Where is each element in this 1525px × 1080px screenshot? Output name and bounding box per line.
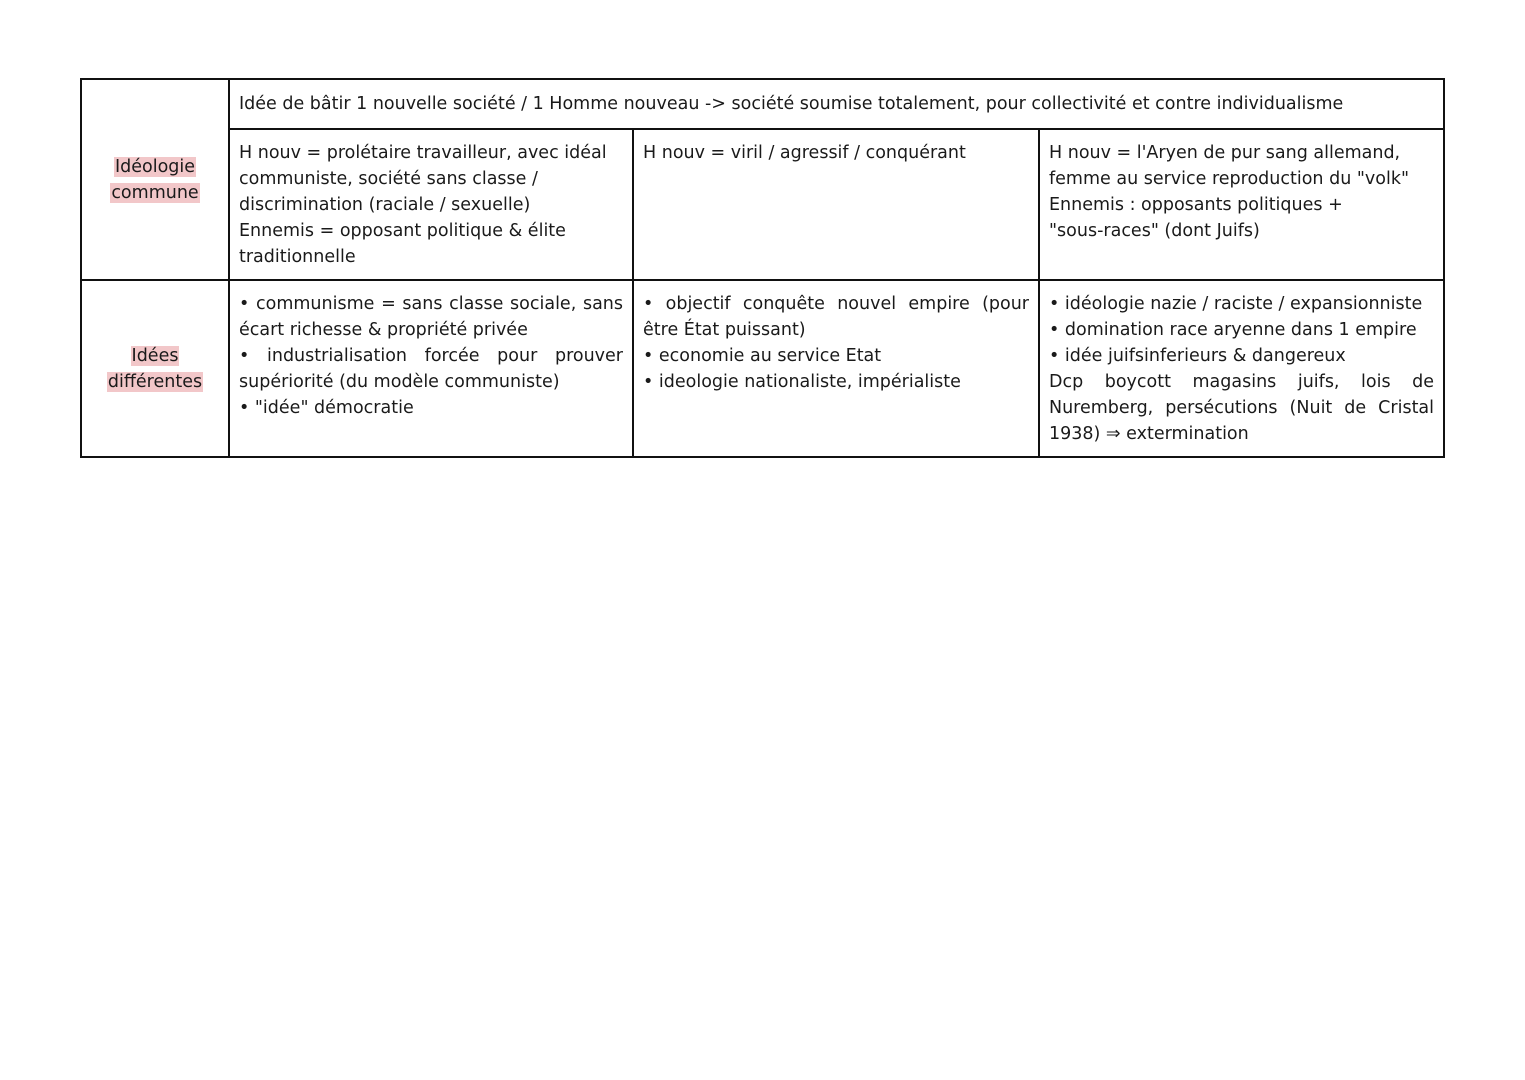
cell-fascist-differences: • objectif conquête nouvel empire (pour être État puissant) • economie au service Etat • ideologie nationaliste, impérialiste (633, 280, 1039, 457)
highlighted-label: Idéologie commune (111, 156, 199, 203)
row-header-ideologie-commune (81, 79, 229, 280)
table-row-idees-differentes (81, 280, 1444, 457)
shared-ideology-cell: Idée de bâtir 1 nouvelle société / 1 Homme nouveau -> société soumise totalement, pour collectivité et contre individualisme (229, 79, 1444, 129)
cell-soviet-ideology: H nouv = prolétaire travailleur, avec idéal communiste, société sans classe / discrimination (raciale / sexuelle) Ennemis = opposant politique & élite traditionnelle (229, 129, 633, 280)
cell-nazi-differences: • idéologie nazie / raciste / expansionniste • domination race aryenne dans 1 empire • idée juifsinferieurs & dangereux Dcp boycott magasins juifs, lois de Nuremberg, persécutions (Nuit de Cristal 1938) ⇒ extermination (1039, 280, 1444, 457)
highlighted-label: Idées différentes (107, 345, 203, 392)
table-row-ideologie-commune (81, 79, 1444, 129)
cell-fascist-ideology: H nouv = viril / agressif / conquérant (633, 129, 1039, 280)
row-header-idees-differentes (81, 280, 229, 457)
comparison-table (80, 78, 1445, 458)
table-row-ideologie-details (81, 129, 1444, 280)
document-page (80, 78, 1443, 458)
cell-soviet-differences: • communisme = sans classe sociale, sans écart richesse & propriété privée • industrialisation forcée pour prouver supériorité (du modèle communiste) • "idée" démocratie (229, 280, 633, 457)
cell-nazi-ideology: H nouv = l'Aryen de pur sang allemand, femme au service reproduction du "volk" Ennemis : opposants politiques + "sous-races" (dont Juifs) (1039, 129, 1444, 280)
